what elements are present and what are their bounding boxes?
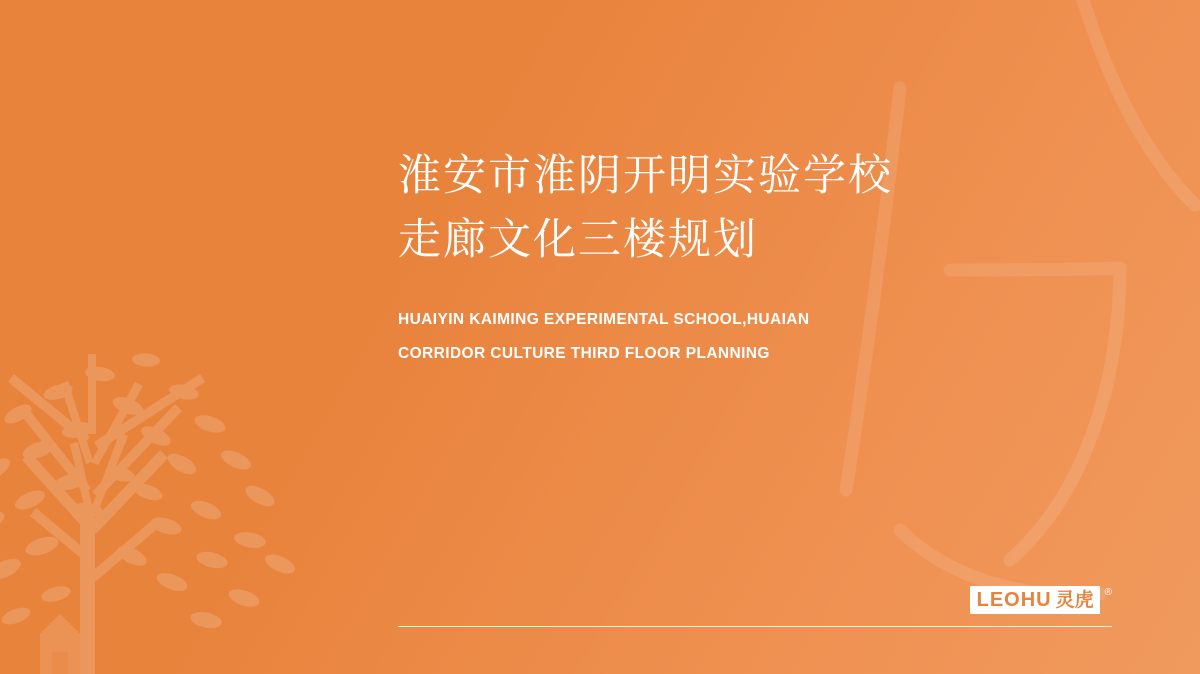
subtitle-line2: CORRIDOR CULTURE THIRD FLOOR PLANNING — [398, 344, 770, 362]
title-block — [398, 150, 1158, 371]
page-title-line1: 淮安市淮阴开明实验学校 — [398, 152, 893, 200]
logo-chinese-text: 灵虎 — [1055, 589, 1094, 611]
logo-latin-text: LEOHU — [976, 589, 1052, 611]
divider — [398, 626, 1112, 627]
tree-illustration — [0, 264, 430, 674]
subtitle-block — [398, 303, 1158, 371]
logo-mark — [970, 586, 1100, 614]
brand-logo — [970, 586, 1112, 614]
page-title-line2: 走廊文化三楼规划 — [398, 215, 758, 264]
registered-trademark-icon: ® — [1104, 587, 1112, 598]
subtitle-line1: HUAIYIN KAIMING EXPERIMENTAL SCHOOL,HUAIAN — [398, 310, 810, 328]
